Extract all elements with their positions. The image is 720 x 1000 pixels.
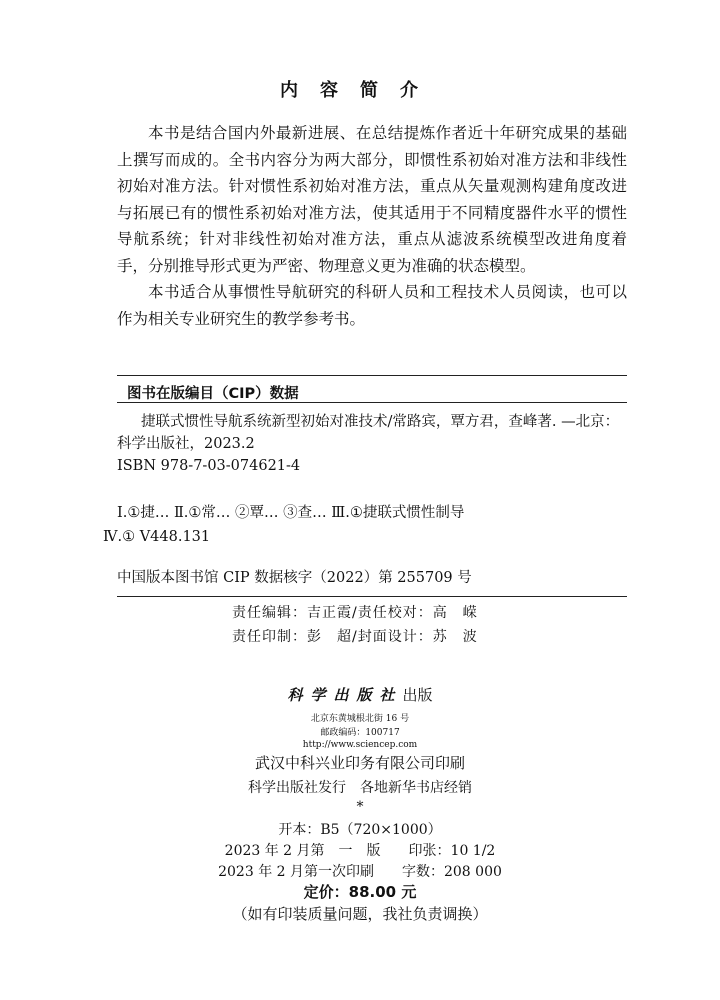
page-title: 内容简介 xyxy=(280,80,440,101)
cip-class-line-2: Ⅳ.① V448.131 xyxy=(103,529,211,545)
edition-line: 2023 年 2 月第 一 版 印张：10 1/2 xyxy=(224,843,496,859)
cip-heading: 图书在版编目（CIP）数据 xyxy=(127,386,299,402)
publisher-url: http://www.sciencep.com xyxy=(302,740,418,750)
cip-heading-divider xyxy=(117,402,627,403)
cip-cataloging-number: 中国版本图书馆 CIP 数据核字（2022）第 255709 号 xyxy=(117,570,472,586)
intro-section xyxy=(117,120,627,332)
price-line: 定价：88.00 元 xyxy=(303,883,417,901)
staff-line-1: 责任编辑：吉正霞/责任校对：高 嵘 xyxy=(232,605,478,621)
publisher-line xyxy=(0,684,720,705)
publisher-suffix: 出版 xyxy=(402,686,433,704)
cip-isbn: ISBN 978-7-03-074621-4 xyxy=(117,458,301,474)
printing-line: 2023 年 2 月第一次印刷 字数：208 000 xyxy=(218,864,502,880)
publisher-address: 北京东黄城根北街 16 号 xyxy=(310,714,410,724)
publisher-postcode: 邮政编码：100717 xyxy=(320,728,400,738)
quality-notice: （如有印装质量问题，我社负责调换） xyxy=(232,905,488,923)
intro-paragraph-1: 本书是结合国内外最新进展、在总结提炼作者近十年研究成果的基础上撰写而成的。全书内容分为两大部分，即惯性系初始对准方法和非线性初始对准方法。针对惯性系初始对准方法，重点从矢量观测构建角度改进与拓展已有的惯性系初始对准方法，使其适用于不同精度器件水平的惯性导航系统；针对非线性初始对准方法，重点从滤波系统模型改进角度着手，分别推导形式更为严密、物理意义更为准确的状态模型。 xyxy=(117,124,627,275)
cip-record xyxy=(103,413,627,588)
distribution-line: 科学出版社发行 各地新华书店经销 xyxy=(248,780,472,796)
printer-line: 武汉中科兴业印务有限公司印刷 xyxy=(254,754,465,772)
cip-class-line-1: Ⅰ.①捷… Ⅱ.①常… ②覃… ③查… Ⅲ.①捷联式惯性制导 xyxy=(117,505,465,521)
cip-entry-line-2: 科学出版社，2023.2 xyxy=(117,436,255,452)
publisher-logo: 科学出版社 xyxy=(287,686,403,704)
cip-entry-line-1: 捷联式惯性导航系统新型初始对准技术/常路宾，覃方君，查峰著. —北京： xyxy=(141,414,620,430)
cip-top-divider xyxy=(117,375,627,376)
intro-paragraph-2: 本书适合从事惯性导航研究的科研人员和工程技术人员阅读，也可以作为相关专业研究生的教学参考书。 xyxy=(117,283,627,328)
staff-line-2: 责任印制：彭 超/封面设计：苏 波 xyxy=(232,629,478,645)
cip-bottom-divider xyxy=(117,596,627,597)
format-line: 开本：B5（720×1000） xyxy=(278,822,442,838)
separator-star: * xyxy=(356,799,364,815)
